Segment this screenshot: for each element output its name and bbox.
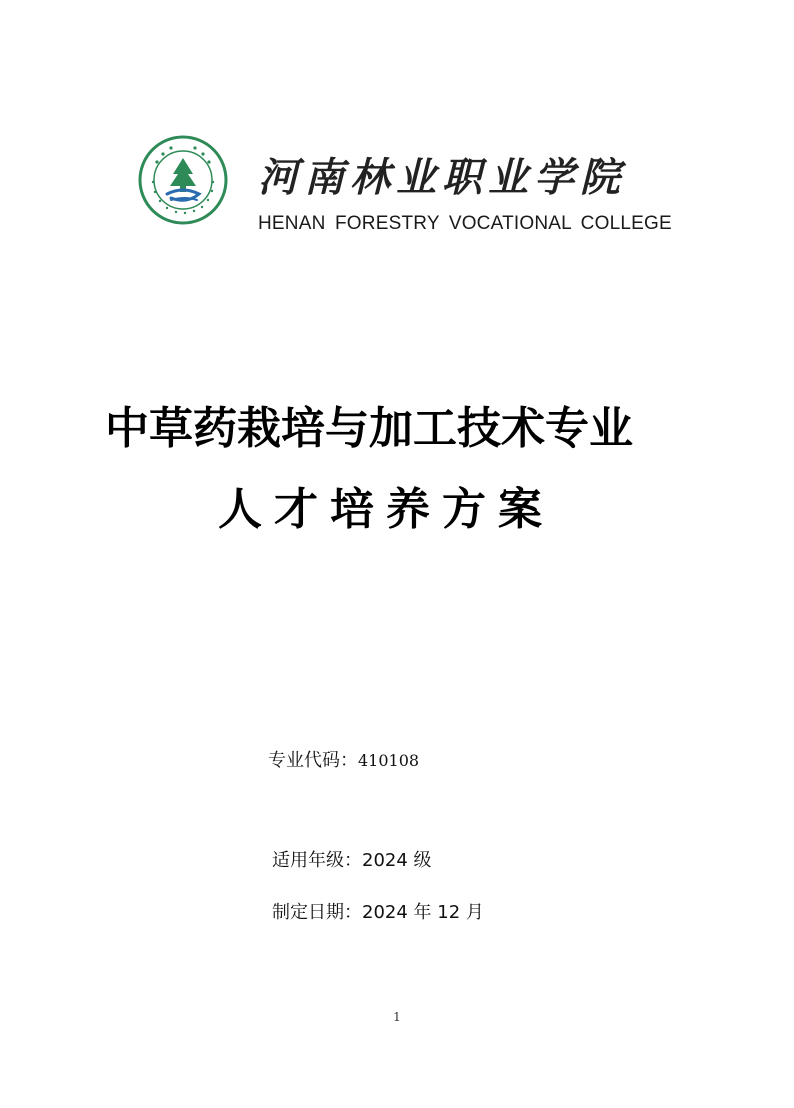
college-logo-icon (137, 134, 229, 226)
grade-row (272, 846, 432, 872)
college-name-en: HENAN FORESTRY VOCATIONAL COLLEGE (258, 213, 672, 234)
major-code-label: 专业代码： (268, 750, 358, 771)
document-title-line1: 中草药栽培与加工技术专业 (105, 403, 633, 454)
date-row (272, 898, 484, 924)
grade-value: 2024 级 (362, 850, 432, 871)
college-name-cn: 河南林业职业学院 (258, 154, 626, 201)
page-number: 1 (393, 1010, 401, 1024)
major-code-row (268, 746, 419, 772)
major-code-value: 410108 (358, 751, 420, 770)
date-value: 2024 年 12 月 (362, 902, 484, 923)
document-title-line2: 人才培养方案 (218, 484, 554, 535)
date-label: 制定日期： (272, 902, 362, 923)
grade-label: 适用年级： (272, 850, 362, 871)
